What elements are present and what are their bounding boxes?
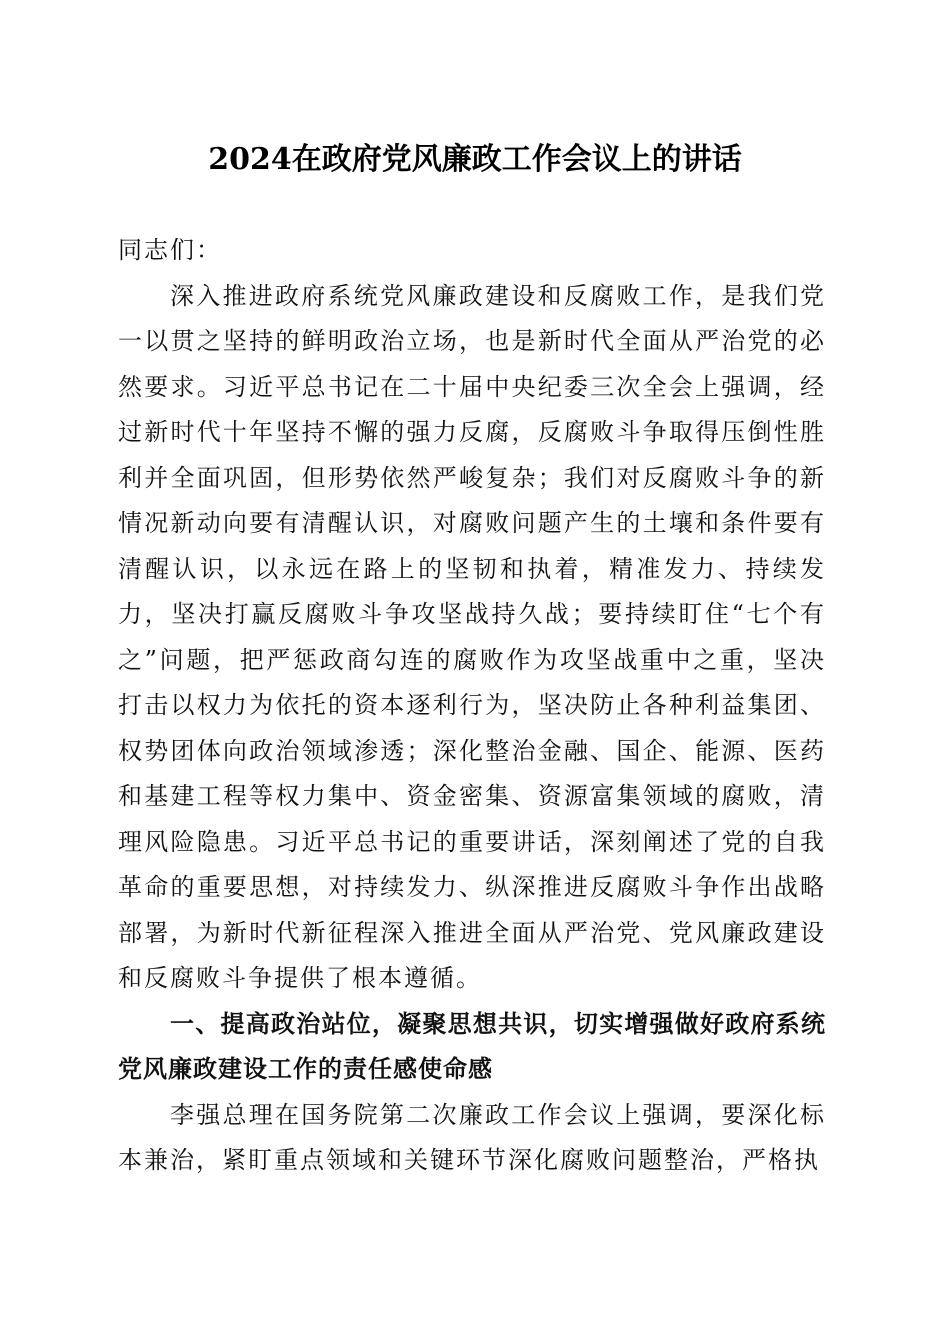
paragraph-1: 深入推进政府系统党风廉政建设和反腐败工作，是我们党一以贯之坚持的鲜明政治立场，也是新时代全面从严治党的必然要求。习近平总书记在二十届中央纪委三次全会上强调，经过新时代十年坚持不懈的强力反腐，反腐败斗争取得压倒性胜利并全面巩固，但形势依然严峻复杂；我们对反腐败斗争的新情况新动向要有清醒认识，对腐败问题产生的土壤和条件要有清醒认识，以永远在路上的坚韧和执着，精准发力、持续发力，坚决打赢反腐败斗争攻坚战持久战；要持续盯住“七个有之”问题，把严惩政商勾连的腐败作为攻坚战重中之重，坚决打击以权力为依托的资本逐利行为，坚决防止各种利益集团、权势团体向政治领域渗透；深化整治金融、国企、能源、医药和基建工程等权力集中、资金密集、资源富集领域的腐败，清理风险隐患。习近平总书记的重要讲话，深刻阐述了党的自我革命的重要思想，对持续发力、纵深推进反腐败斗争作出战略部署，为新时代新征程深入推进全面从严治党、党风廉政建设和反腐败斗争提供了根本遵循。	[118, 281, 826, 992]
document-body	[118, 228, 826, 1184]
document-title: 2024在政府党风廉政工作会议上的讲话	[208, 142, 742, 177]
section-1-heading: 一、提高政治站位，凝聚思想共识，切实增强做好政府系统党风廉政建设工作的责任感使命感	[118, 1009, 826, 1083]
salutation: 同志们：	[118, 236, 222, 264]
paragraph-2: 李强总理在国务院第二次廉政工作会议上强调，要深化标本兼治，紧盯重点领域和关键环节深化腐败问题整治，严格执	[118, 1100, 826, 1174]
